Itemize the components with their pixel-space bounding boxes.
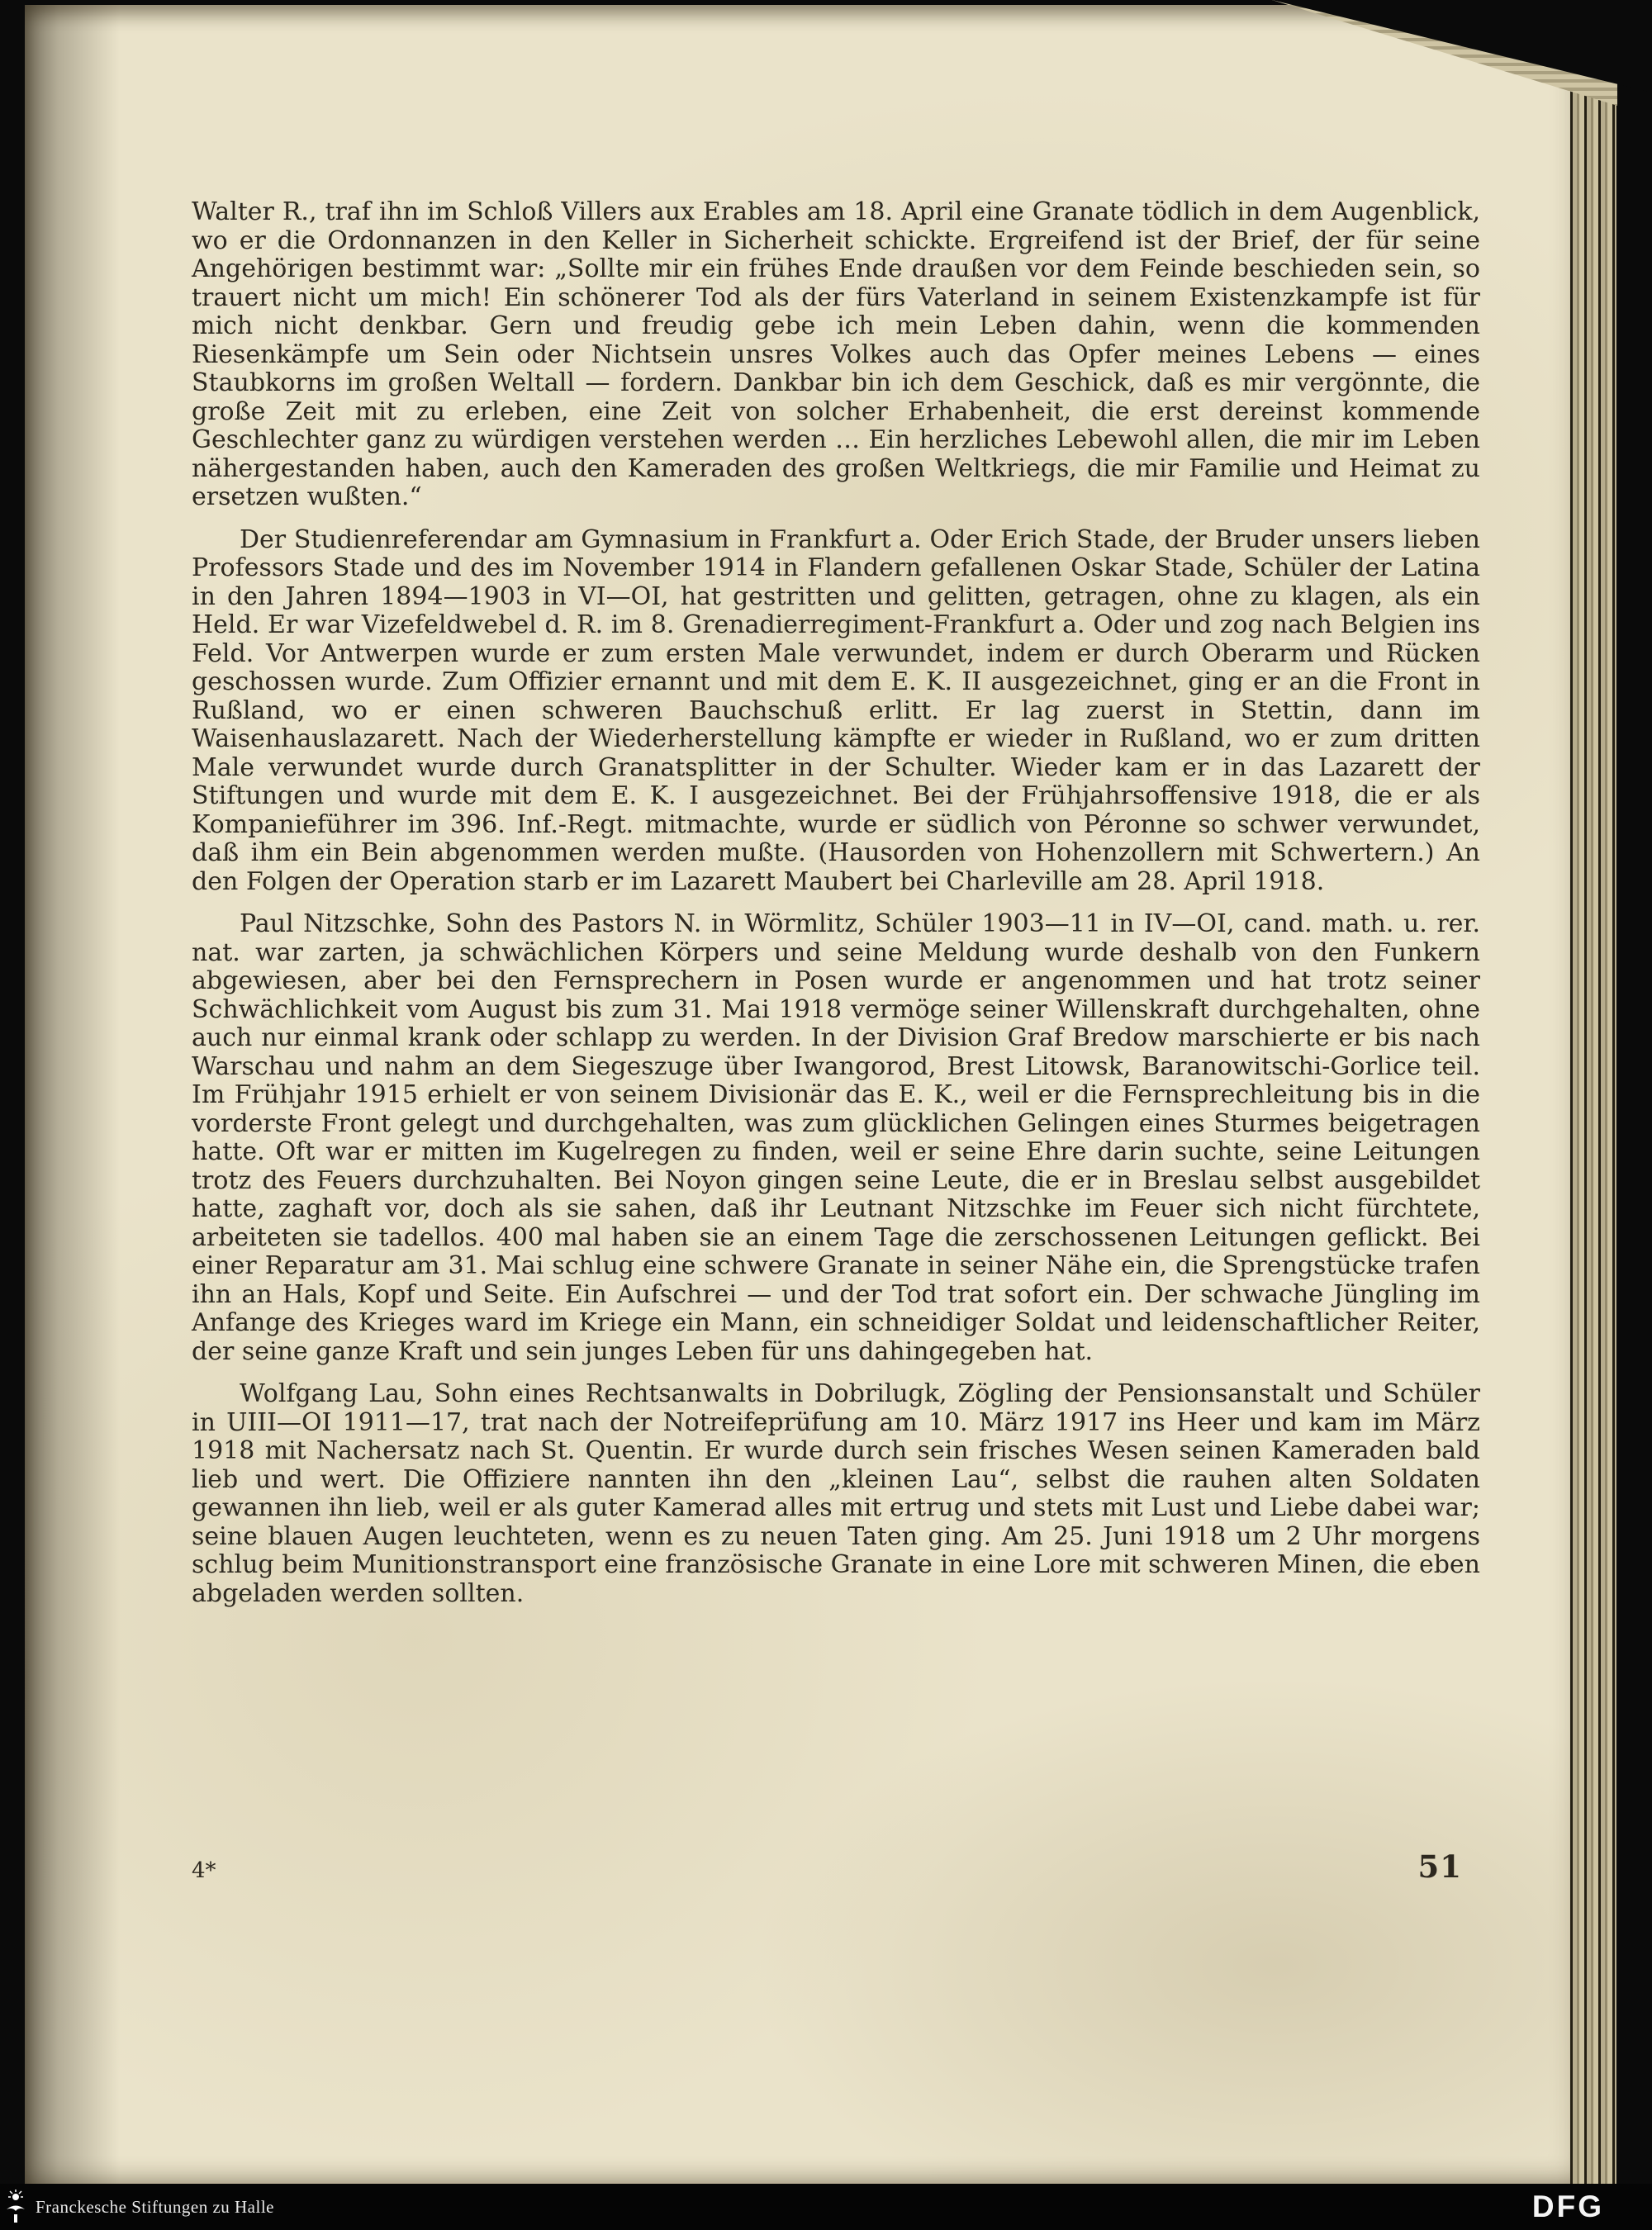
page-number: 51 — [1417, 1848, 1462, 1885]
dfg-logo: DFG — [1531, 2190, 1604, 2223]
paragraph-erich-stade: Der Studienreferendar am Gymnasium in Frankfurt a. Oder Erich Stade, der Bruder unsers lieben Professors Stade und des im November 1914 in Flandern gefallenen Oskar Stade, Schüler der Latina in den Jahren 1894—1903 in VI—OI, hat gestritten und gelitten, getragen, ohne zu klagen, als ein Held. Er war Vizefeldwebel d. R. im 8. Grenadierregiment-Frankfurt a. Oder und zog nach Belgien ins Feld. Vor Antwerpen wurde er zum ersten Male verwundet, indem er durch Oberarm und Rücken geschossen wurde. Zum Offizier ernannt und mit dem E. K. II ausgezeichnet, ging er an die Front in Rußland, wo er einen schweren Bauchschuß erlitt. Er lag zuerst in Stettin, dann im Waisenhauslazarett. Nach der Wiederherstellung kämpfte er wieder in Rußland, wo er zum dritten Male verwundet wurde durch Granatsplitter in der Schulter. Wieder kam er in das Lazarett der Stiftungen und wurde mit dem E. K. I ausgezeichnet. Bei der Frühjahrsoffensive 1918, die er als Kompanieführer im 396. Inf.-Regt. mitmachte, wurde er südlich von Péronne so schwer verwundet, daß ihm ein Bein abgenommen werden mußte. (Hausorden von Hohenzollern mit Schwertern.) An den Folgen der Operation starb er im Lazarett Maubert bei Charleville am 28. April 1918. — [192, 524, 1480, 896]
viewer-footer-bar — [0, 2184, 1652, 2230]
page-text-block — [192, 198, 1480, 1622]
paragraph-paul-nitzschke: Paul Nitzschke, Sohn des Pastors N. in Wörmlitz, Schüler 1903—11 in IV—OI, cand. math. u. rer. nat. war zarten, ja schwächlichen Körpers und seine Meldung wurde deshalb von den Funkern abgewiesen, aber bei den Fernsprechern in Posen wurde er angenommen und hat trotz seiner Schwächlichkeit vom August bis zum 31. Mai 1918 vermöge seiner Willenskraft durchgehalten, ohne auch nur einmal krank oder schlapp zu werden. In der Division Graf Bredow marschierte er bis nach Warschau und nahm an dem Siegeszuge über Iwangorod, Brest Litowsk, Baranowitschi-Gorlice teil. Im Frühjahr 1915 erhielt er von seinem Divisionär das E. K., weil er die Fernsprechleitung bis in die vorderste Front gelegt und durchgehalten, was zum glücklichen Gelingen eines Sturmes beigetragen hatte. Oft war er mitten im Kugelregen zu finden, weil er seine Ehre darin suchte, seine Leitungen trotz des Feuers durchzuhalten. Bei Noyon gingen seine Leute, die er in Breslau selbst ausgebildet hatte, zaghaft vor, doch als sie sahen, daß ihr Leutnant Nitzschke im Feuer sich nicht fürchtete, arbeiteten sie tadellos. 400 mal haben sie an einem Tage die zerschossenen Leitungen geflickt. Bei einer Reparatur am 31. Mai schlug eine schwere Granate in seiner Nähe ein, die Sprengstücke trafen ihn an Hals, Kopf und Seite. Ein Aufschrei — und der Tod trat sofort ein. Der schwache Jüngling im Anfange des Krieges ward im Kriege ein Mann, ein schneidiger Soldat und leidenschaftlicher Reiter, der seine ganze Kraft und sein junges Leben für uns dahingegeben hat. — [192, 909, 1480, 1366]
signature-mark: 4* — [192, 1858, 216, 1883]
paragraph-wolfgang-lau: Wolfgang Lau, Sohn eines Rechtsanwalts in Dobrilugk, Zögling der Pensionsanstalt und Schüler in UIII—OI 1911—17, trat nach der Notreifeprüfung am 10. März 1917 ins Heer und kam im März 1918 mit Nachersatz nach St. Quentin. Er wurde durch sein frisches Wesen seinen Kameraden bald lieb und wert. Die Offiziere nannten ihn den „kleinen Lau“, selbst die rauhen alten Soldaten gewannen ihn lieb, weil er als guter Kamerad alles mit ertrug und stets mit Lust und Liebe dabei war; seine blauen Augen leuchteten, wenn es zu neuen Taten ging. Am 25. Juni 1918 um 2 Uhr morgens schlug beim Munitionstransport eine französische Granate in eine Lore mit schweren Minen, die eben abgeladen werden sollten. — [192, 1379, 1480, 1608]
institution-label: Franckesche Stiftungen zu Halle — [36, 2196, 274, 2217]
book-page — [25, 5, 1588, 2184]
page-footer — [192, 1848, 1480, 1885]
franckesche-stiftungen-logo-icon — [4, 2189, 27, 2225]
institution-brand — [0, 2189, 274, 2225]
page-stack-edge — [1570, 79, 1616, 2184]
paragraph-walter-r: Walter R., traf ihn im Schloß Villers aux Erables am 18. April eine Granate tödlich in dem Augenblick, wo er die Ordonnanzen in den Keller in Sicherheit schickte. Ergreifend ist der Brief, der für seine Angehörigen bestimmt war: „Sollte mir ein frühes Ende draußen vor dem Feinde beschieden sein, so trauert nicht um mich! Ein schönerer Tod als der fürs Vaterland in seinem Existenzkampfe ist für mich nicht denkbar. Gern und freudig gebe ich mein Leben dahin, wenn die kommenden Riesenkämpfe um Sein oder Nichtsein unsres Volkes auch das Opfer meines Lebens — eines Staubkorns im großen Weltall — fordern. Dankbar bin ich dem Geschick, daß es mir vergönnte, die große Zeit mit zu erleben, eine Zeit von solcher Erhabenheit, die erst dereinst kommende Geschlechter ganz zu würdigen verstehen werden … Ein herzliches Lebewohl allen, die mir im Leben nähergestanden haben, auch den Kameraden des großen Weltkriegs, die mir Familie und Heimat zu ersetzen wußten.“ — [192, 197, 1480, 511]
gutter-shadow — [25, 5, 120, 2184]
